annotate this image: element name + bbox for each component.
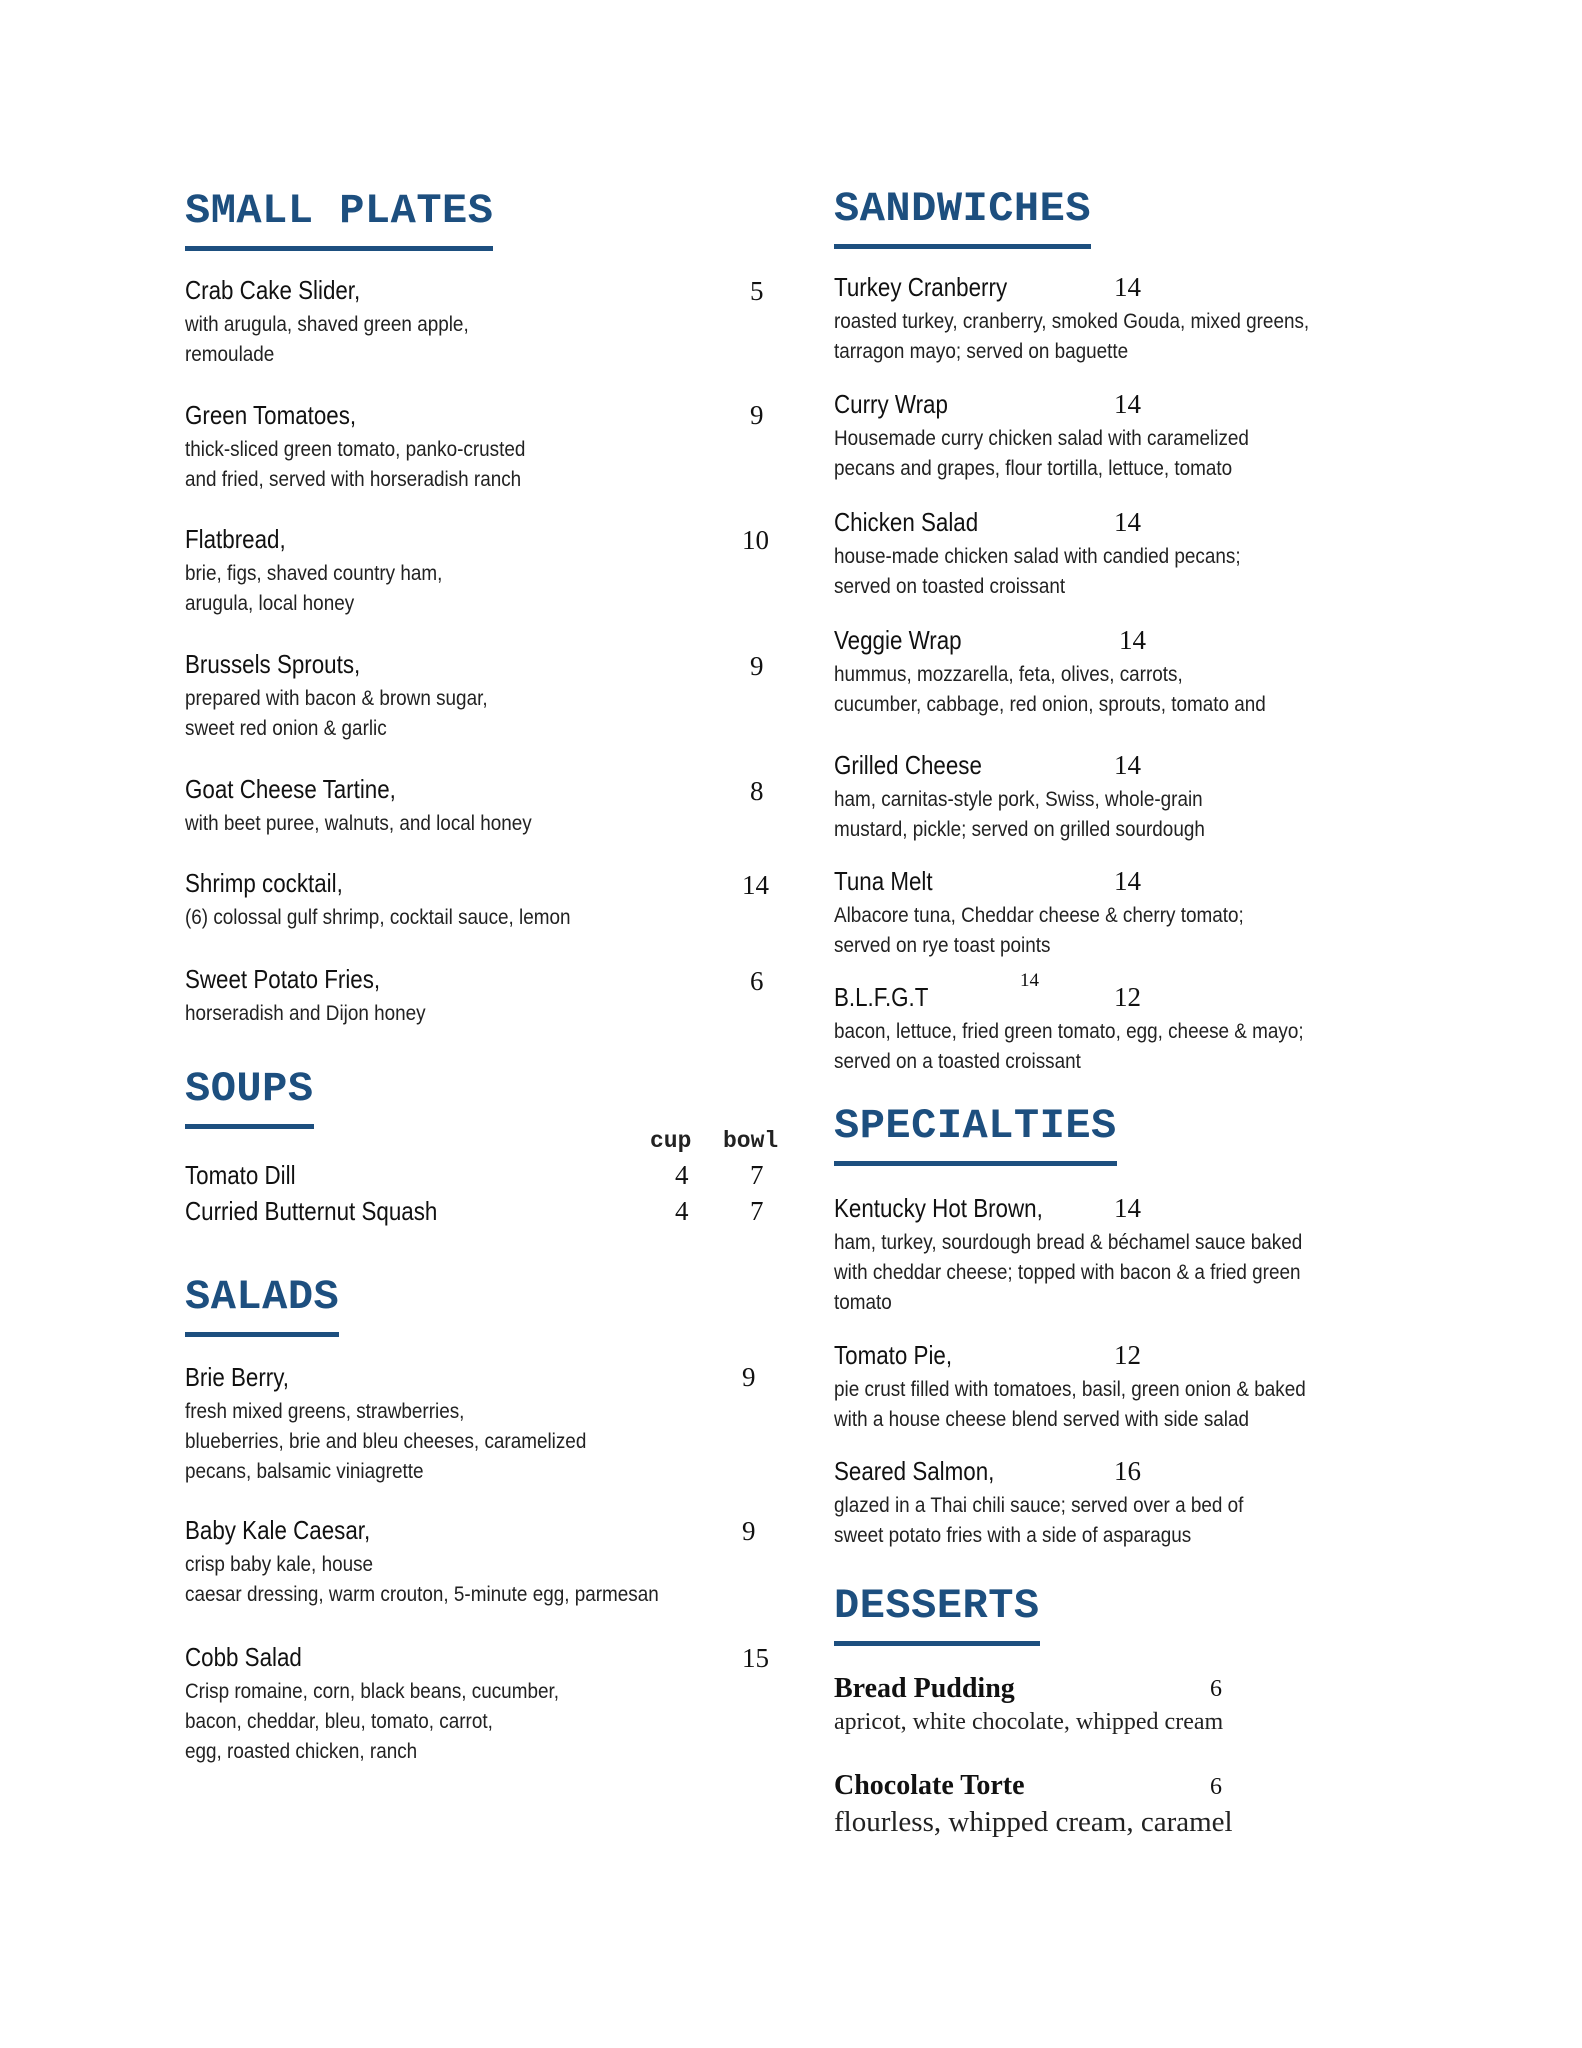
item-description: crisp baby kale, house caesar dressing, warm crouton, 5-minute egg, parmesan (185, 1553, 659, 1606)
soups-heading: SOUPS (185, 1068, 314, 1129)
item-name: Chicken Salad (834, 507, 979, 537)
menu-item-tuna-melt (834, 866, 1289, 961)
item-name: Kentucky Hot Brown, (834, 1193, 1043, 1223)
item-description: fresh mixed greens, strawberries, blueberries, brie and bleu cheeses, caramelized pecans, balsamic viniagrette (185, 1400, 587, 1483)
item-price: 12 (1114, 1340, 1141, 1370)
item-name: Sweet Potato Fries, (185, 964, 381, 994)
item-description: apricot, white chocolate, whipped cream (834, 1709, 1224, 1735)
item-price: 15 (742, 1643, 769, 1673)
sandwiches-heading: SANDWICHES (834, 188, 1091, 249)
menu-item-baby-kale-caesar (185, 1515, 711, 1610)
soup-bowl-header: bowl (723, 1128, 779, 1154)
item-name: Tomato Pie, (834, 1340, 953, 1370)
handwritten-price-note: 14 (1020, 970, 1039, 991)
soup-item-curried-butternut-squash (185, 1196, 478, 1227)
item-price: 14 (1114, 1193, 1141, 1223)
soup-item-tomato-dill (185, 1160, 314, 1191)
item-price: 9 (750, 400, 764, 430)
item-name: Brie Berry, (185, 1362, 289, 1392)
item-name: Curried Butternut Squash (185, 1196, 438, 1226)
soup-cup-header: cup (650, 1128, 692, 1154)
item-price: 6 (1210, 1676, 1222, 1702)
item-description: thick-sliced green tomato, panko-crusted and fried, served with horseradish ranch (185, 438, 526, 491)
item-price: 14 (1114, 389, 1141, 419)
item-description: Housemade curry chicken salad with caramelized pecans and grapes, flour tortilla, lettuce, tomato (834, 427, 1249, 480)
item-price: 16 (1114, 1456, 1141, 1486)
item-description: roasted turkey, cranberry, smoked Gouda, mixed greens, tarragon mayo; served on baguette (834, 310, 1310, 363)
menu-item-chicken-salad (834, 507, 1286, 602)
item-description: horseradish and Dijon honey (185, 1002, 426, 1025)
item-description: house-made chicken salad with candied pecans; served on toasted croissant (834, 545, 1241, 598)
item-name: Cobb Salad (185, 1642, 302, 1672)
item-price: 6 (750, 966, 764, 996)
menu-item-seared-salmon (834, 1456, 1289, 1551)
item-description: brie, figs, shaved country ham, arugula, local honey (185, 562, 443, 615)
menu-item-blfgt (834, 982, 1356, 1077)
menu-item-brie-berry (185, 1362, 631, 1487)
item-price: 5 (750, 276, 764, 306)
specialties-heading: SPECIALTIES (834, 1105, 1117, 1166)
menu-item-sweet-potato-fries (185, 964, 452, 1029)
item-name: Chocolate Torte (834, 1770, 1025, 1801)
dessert-item-bread-pudding (834, 1673, 1223, 1736)
soup-bowl-price: 7 (750, 1160, 764, 1190)
salads-heading: SALADS (185, 1276, 339, 1337)
item-description: with arugula, shaved green apple, remoulade (185, 313, 469, 366)
item-name: Curry Wrap (834, 389, 948, 419)
item-name: B.L.F.G.T (834, 982, 929, 1012)
item-price: 14 (1119, 625, 1146, 655)
soup-bowl-price: 7 (750, 1196, 764, 1226)
item-price: 14 (1114, 866, 1141, 896)
menu-item-veggie-wrap (834, 625, 1314, 720)
menu-item-crab-cake-slider (185, 275, 500, 370)
item-description: flourless, whipped cream, caramel (834, 1806, 1233, 1838)
item-name: Turkey Cranberry (834, 272, 1008, 302)
menu-item-curry-wrap (834, 389, 1295, 484)
item-price: 6 (1210, 1774, 1222, 1800)
item-name: Goat Cheese Tartine, (185, 774, 396, 804)
item-description: Albacore tuna, Cheddar cheese & cherry tomato; served on rye toast points (834, 904, 1244, 957)
item-name: Crab Cake Slider, (185, 275, 361, 305)
small-plates-heading: SMALL PLATES (185, 190, 493, 251)
menu-item-flatbread (185, 524, 471, 619)
item-name: Green Tomatoes, (185, 400, 357, 430)
item-name: Tuna Melt (834, 866, 933, 896)
item-description: (6) colossal gulf shrimp, cocktail sauce, lemon (185, 906, 571, 929)
item-name: Seared Salmon, (834, 1456, 995, 1486)
item-name: Baby Kale Caesar, (185, 1515, 371, 1545)
item-description: with beet puree, walnuts, and local honey (185, 812, 532, 835)
item-description: prepared with bacon & brown sugar, sweet red onion & garlic (185, 687, 488, 740)
item-name: Tomato Dill (185, 1160, 296, 1190)
menu-item-tomato-pie (834, 1340, 1358, 1435)
item-price: 10 (742, 525, 769, 555)
item-name: Brussels Sprouts, (185, 649, 361, 679)
item-price: 8 (750, 776, 764, 806)
item-price: 14 (1114, 507, 1141, 537)
menu-item-green-tomatoes (185, 400, 563, 495)
item-price: 14 (742, 870, 769, 900)
item-name: Bread Pudding (834, 1673, 1015, 1704)
item-description: ham, turkey, sourdough bread & béchamel sauce baked with cheddar cheese; topped with bacon & a fried green tomato (834, 1231, 1303, 1314)
desserts-heading: DESSERTS (834, 1585, 1040, 1646)
menu-item-cobb-salad (185, 1642, 601, 1767)
item-name: Grilled Cheese (834, 750, 982, 780)
item-price: 9 (742, 1362, 756, 1392)
menu-item-goat-cheese-tartine (185, 774, 570, 839)
item-description: ham, carnitas-style pork, Swiss, whole-grain mustard, pickle; served on grilled sourdough (834, 788, 1205, 841)
item-description: hummus, mozzarella, feta, olives, carrots, cucumber, cabbage, red onion, sprouts, tomato and (834, 663, 1266, 716)
menu-item-kentucky-hot-brown (834, 1193, 1354, 1318)
item-price: 14 (1114, 750, 1141, 780)
item-description: bacon, lettuce, fried green tomato, egg, cheese & mayo; served on a toasted croissant (834, 1020, 1304, 1073)
item-price: 12 (1114, 982, 1141, 1012)
menu-item-turkey-cranberry (834, 272, 1362, 367)
item-price: 9 (750, 651, 764, 681)
item-name: Veggie Wrap (834, 625, 962, 655)
menu-item-shrimp-cocktail (185, 868, 613, 933)
item-name: Shrimp cocktail, (185, 868, 343, 898)
menu-item-brussels-sprouts (185, 649, 521, 744)
item-description: glazed in a Thai chili sauce; served over a bed of sweet potato fries with a side of asparagus (834, 1494, 1244, 1547)
soup-cup-price: 4 (675, 1160, 689, 1190)
menu-item-grilled-cheese (834, 750, 1246, 845)
item-description: pie crust filled with tomatoes, basil, green onion & baked with a house cheese blend served with side salad (834, 1378, 1306, 1431)
soup-cup-price: 4 (675, 1196, 689, 1226)
item-price: 14 (1114, 272, 1141, 302)
item-name: Flatbread, (185, 524, 286, 554)
item-description: Crisp romaine, corn, black beans, cucumber, bacon, cheddar, bleu, tomato, carrot, egg, roasted chicken, ranch (185, 1680, 559, 1763)
dessert-item-chocolate-torte (834, 1770, 1233, 1839)
item-price: 9 (742, 1516, 756, 1546)
